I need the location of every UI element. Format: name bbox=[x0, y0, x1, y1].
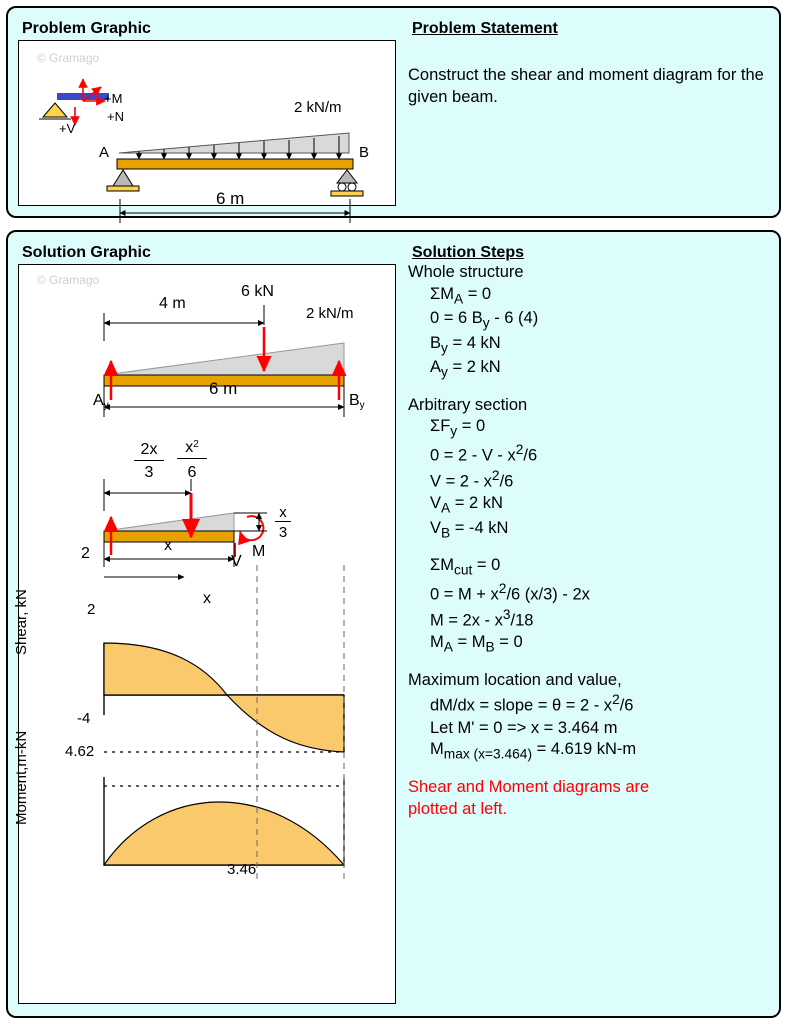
label-v: V bbox=[231, 553, 242, 570]
step-note: Shear and Moment diagrams are bbox=[408, 777, 650, 796]
steps-spacer bbox=[408, 657, 778, 670]
label-reaction-2: 2 bbox=[81, 545, 90, 562]
step-equation: $M_{max (x=3.464)} = 4.619$ kN-m bbox=[430, 740, 637, 762]
problem-statement-title: Problem Statement bbox=[412, 20, 558, 37]
label-6kn: 6 kN bbox=[241, 283, 274, 300]
label-shear-minus4: -4 bbox=[77, 710, 91, 727]
solution-steps-title: Solution Steps bbox=[412, 244, 524, 261]
step-equation: Let M' = 0 => x = 3.464 m bbox=[430, 718, 618, 737]
step-heading: Arbitrary section bbox=[408, 395, 528, 414]
label-support-a: A bbox=[99, 144, 110, 161]
problem-graphic-title: Problem Graphic bbox=[22, 20, 151, 37]
label-load-num: $x^2$ bbox=[177, 439, 207, 459]
label-resultant-den: 3 bbox=[144, 464, 154, 481]
label-x-axis: x bbox=[203, 590, 211, 607]
step-equation: $V_B = -4$ kN bbox=[430, 518, 509, 540]
label-distributed-load: 2 kN/m bbox=[294, 99, 342, 116]
label-2knm: 2 kN/m bbox=[306, 305, 354, 322]
steps-spacer bbox=[408, 382, 778, 395]
step-equation: $\Sigma F_y = 0$ bbox=[430, 417, 486, 439]
label-by: $B_y$ bbox=[349, 392, 365, 411]
label-6m: 6 m bbox=[209, 379, 238, 398]
label-plus-n: +N bbox=[107, 109, 124, 124]
step-equation: $M_A = M_B = 0$ bbox=[430, 633, 523, 655]
label-arm-den: 3 bbox=[278, 524, 288, 541]
step-equation: $B_y = 4$ kN bbox=[430, 333, 501, 355]
watermark: © Gramago bbox=[37, 273, 100, 287]
label-x-346: 3.46 bbox=[227, 861, 257, 878]
label-support-b: B bbox=[359, 144, 370, 161]
label-4m: 4 m bbox=[159, 295, 186, 312]
step-equation: 0 = 6 $B_y - 6$ (4) bbox=[430, 309, 539, 331]
label-resultant-num: 2x bbox=[134, 441, 164, 461]
step-equation: $0 = M + x^2/6$ (x/3) - 2x bbox=[430, 580, 590, 604]
step-equation: $\Sigma M_A = 0$ bbox=[430, 284, 492, 307]
step-equation: $M = 2x - x^3/18$ bbox=[430, 606, 534, 630]
step-equation: $0 = 2 - V - x^2/6$ bbox=[430, 441, 538, 465]
problem-panel bbox=[6, 6, 781, 218]
step-heading: Whole structure bbox=[408, 263, 524, 281]
label-span: 6 m bbox=[216, 189, 245, 208]
step-note: plotted at left. bbox=[408, 799, 508, 818]
problem-beam-svg bbox=[19, 41, 397, 207]
problem-graphic bbox=[18, 40, 396, 206]
label-arm-num: x bbox=[275, 504, 291, 522]
watermark: © Gramago bbox=[37, 51, 100, 65]
solution-diagrams-svg bbox=[19, 265, 397, 1005]
label-plus-v: +V bbox=[59, 121, 76, 136]
step-equation: $A_y = 2$ kN bbox=[430, 358, 501, 380]
steps-spacer bbox=[408, 542, 778, 555]
solution-graphic bbox=[13, 264, 396, 1004]
steps-spacer bbox=[408, 764, 778, 777]
label-moment-peak: 4.62 bbox=[65, 743, 95, 760]
step-equation: dM/dx = slope = $\theta = 2 - x^2/6$ bbox=[430, 692, 634, 715]
label-x-dim: x bbox=[164, 537, 172, 554]
label-ay: $A_y$ bbox=[93, 392, 109, 411]
label-shear-2: 2 bbox=[87, 601, 96, 618]
problem-statement-text: Construct the shear and moment diagram for the given beam. bbox=[408, 66, 764, 107]
axis-label-moment: Moment,m-kN bbox=[13, 730, 30, 825]
step-equation: $V_A = 2$ kN bbox=[430, 494, 503, 516]
label-load-den: 6 bbox=[187, 464, 197, 481]
axis-label-shear: Shear, kN bbox=[13, 589, 30, 655]
solution-steps-list bbox=[408, 262, 778, 820]
label-plus-m: +M bbox=[104, 91, 123, 106]
label-m: M bbox=[252, 543, 266, 560]
solution-panel bbox=[6, 230, 781, 1018]
step-equation: $V = 2 - x^2/6$ bbox=[430, 467, 514, 491]
step-heading: Maximum location and value, bbox=[408, 670, 622, 689]
step-equation: $\Sigma M_{cut} = 0$ bbox=[430, 556, 501, 578]
solution-graphic-title: Solution Graphic bbox=[22, 244, 151, 261]
